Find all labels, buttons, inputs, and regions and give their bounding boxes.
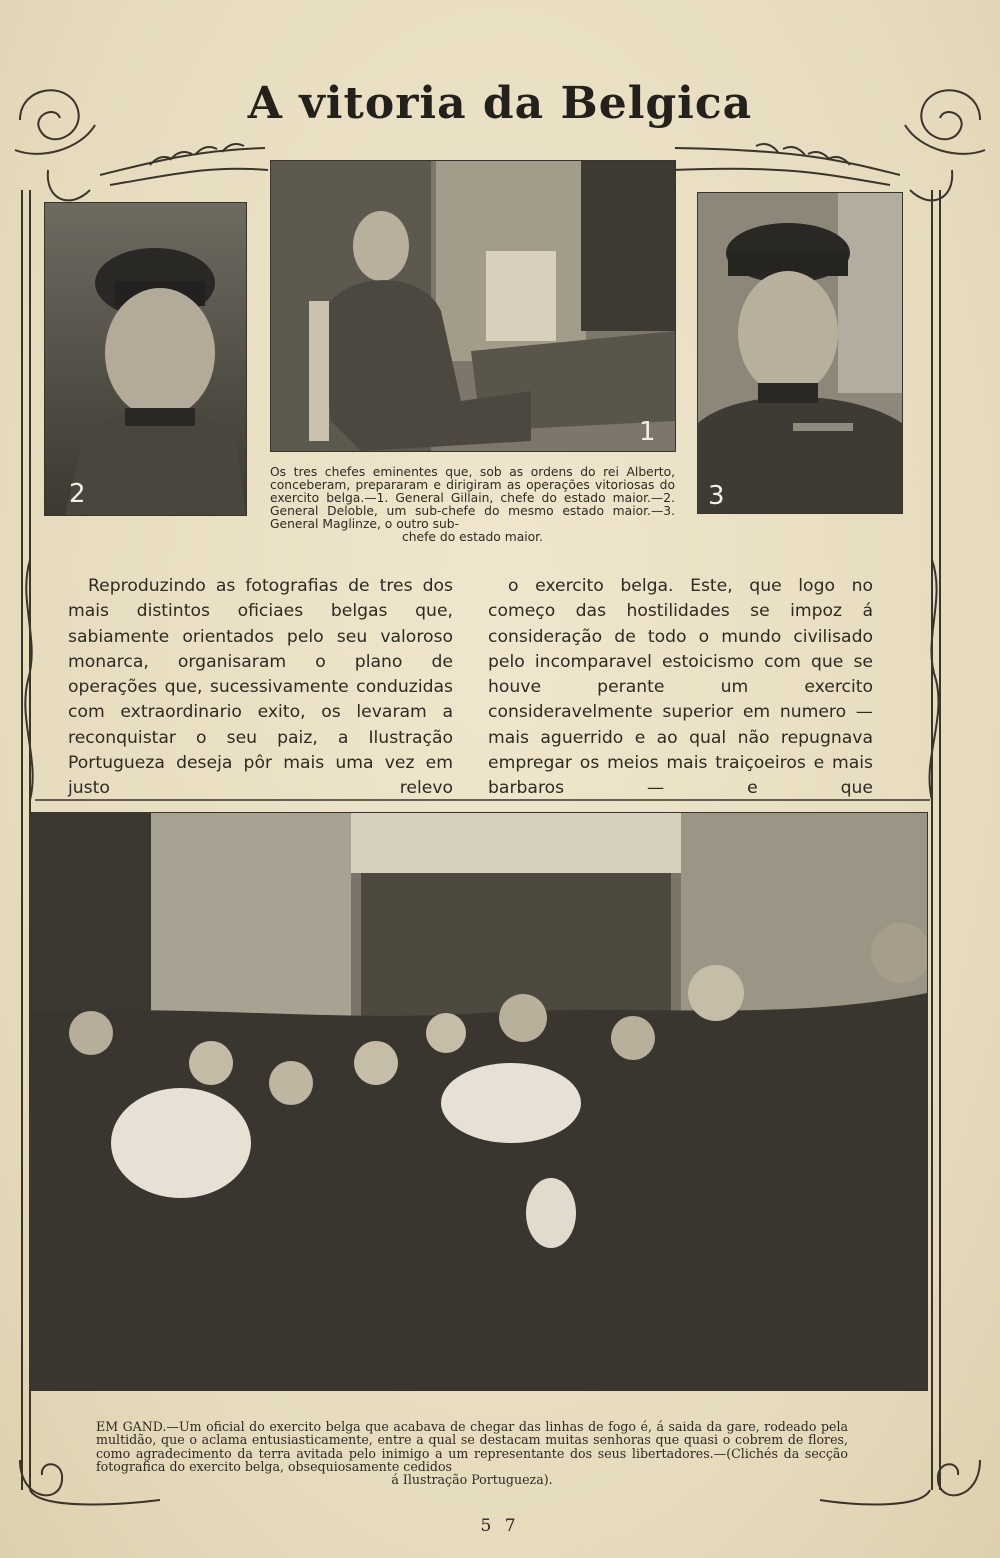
page-number: 5 7: [480, 1516, 520, 1536]
photo-number-1: 1: [639, 417, 656, 447]
desk-image-center: [271, 161, 675, 451]
page-title: A vitoria da Belgica: [247, 78, 753, 129]
article-column-left: [68, 574, 453, 802]
photo-number-2: 2: [69, 479, 86, 509]
portraits-caption-last-line: chefe do estado maior.: [401, 530, 544, 544]
crowd-caption: [96, 1420, 848, 1486]
portraits-caption-text: Os tres chefes eminentes que, sob as ordens do rei Alberto, conceberam, prepararam e dirigiram as operações vitoriosas do exercito belga.—1. General Gillain, chefe do estado maior.—2. General Deloble, um sub-chefe do mesmo estado maior.—3. General Maglinze, o outro sub-: [270, 465, 675, 531]
portrait-photo-left: [44, 202, 247, 516]
article-column-right: [488, 574, 873, 802]
crowd-caption-last-line: á Ilustração Portugueza).: [391, 1472, 553, 1488]
portrait-image-left: [45, 203, 246, 515]
portrait-image-right: [698, 193, 902, 513]
portraits-caption: [270, 466, 675, 544]
crowd-image: [31, 813, 927, 1390]
crowd-caption-text: EM GAND.—Um oficial do exercito belga que acabava de chegar das linhas de fogo é, á saida da gare, rodeado pela multidão, que o aclama entusiasticamente, entre a qual se destacam muitas senhoras que quasi o cobrem de flores, como agradecimento da terra avitada pelo inimigo a um representante dos seus libertadores.—(Clichés da secção fotografica do exercito belga, obsequiosamente cedidos: [96, 1419, 848, 1474]
article-paragraph-left: Reproduzindo as fotografias de tres dos mais distintos oficiaes belgas que, sabiamente orientados pelo seu valoroso monarca, organisaram o plano de operações que, sucessivamente conduzidas com extraordinario exito, os levaram a reconquistar o seu paiz, a Ilustração Portugueza deseja pôr mais uma vez em justo relevo: [68, 576, 453, 799]
article-paragraph-right: o exercito belga. Este, que logo no começo das hostilidades se impoz á consideração de todo o mundo civilisado pelo incomparavel estoicismo com que se houve perante um exercito consideravelmente superior em numero — mais aguerrido e ao qual não repugnava empregar os meios mais traiçoeiros e mais barbaros — e que: [488, 576, 873, 799]
photo-number-3: 3: [708, 481, 725, 511]
crowd-photo: [30, 812, 928, 1391]
portrait-photo-right: [697, 192, 903, 514]
desk-photo-center: [270, 160, 676, 452]
